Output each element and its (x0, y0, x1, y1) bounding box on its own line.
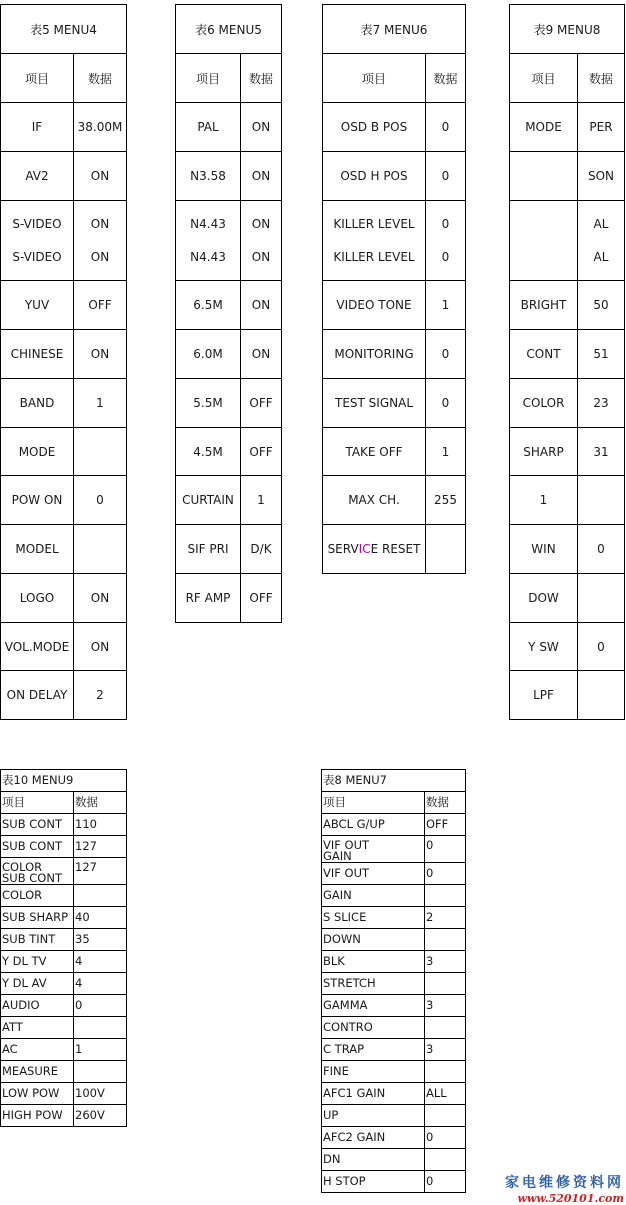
value-cell: 35 (74, 929, 127, 951)
value-cell (74, 1061, 127, 1083)
item-cell: MODE (1, 428, 74, 476)
value-cell (425, 836, 466, 863)
column-header-item: 项目 (323, 54, 426, 103)
item-cell: MONITORING (323, 330, 426, 379)
value-cell: ON (74, 574, 127, 623)
value-cell: OFF (241, 574, 282, 623)
table-row (176, 330, 282, 379)
item-cell: SIF PRI (176, 525, 241, 574)
value-cell: 3 (425, 1039, 466, 1061)
value-line: 0 (441, 216, 450, 231)
table-row (322, 863, 466, 885)
item-cell: BRIGHT (510, 281, 578, 330)
value-cell: OFF (74, 281, 127, 330)
item-cell: 1 (510, 476, 578, 525)
value-cell: 0 (425, 1171, 466, 1193)
item-cell: Y DL AV (1, 973, 74, 995)
item-cell: 6.5M (176, 281, 241, 330)
value-cell: OFF (241, 379, 282, 428)
table-row (322, 1039, 466, 1061)
value-cell (425, 1017, 466, 1039)
value-cell: 255 (426, 476, 466, 525)
table-row (323, 201, 466, 281)
item-cell: SUB CONT (1, 836, 74, 858)
table-row (176, 525, 282, 574)
table-row (1, 995, 127, 1017)
value-cell (74, 428, 127, 476)
table-row (323, 379, 466, 428)
item-cell: DOWN (322, 929, 425, 951)
value-cell: 50 (578, 281, 625, 330)
table-row (322, 1017, 466, 1039)
item-line: N4.43 (190, 249, 226, 264)
table-row (323, 281, 466, 330)
value-cell (425, 1105, 466, 1127)
value-cell: PER (578, 103, 625, 152)
item-cell: S SLICE (322, 907, 425, 929)
value-cell: 1 (426, 428, 466, 476)
table-row (323, 103, 466, 152)
watermark-url: www.520101.com (517, 1192, 624, 1205)
value-line: ON (90, 249, 110, 264)
value-cell: OFF (241, 428, 282, 476)
table-row (323, 330, 466, 379)
item-line: COLOR (2, 860, 43, 874)
value-cell (74, 858, 127, 885)
value-cell: 31 (578, 428, 625, 476)
value-cell: 0 (578, 525, 625, 574)
value-cell: 4 (74, 973, 127, 995)
item-cell: PAL (176, 103, 241, 152)
item-cell (1, 858, 74, 885)
table-row (322, 995, 466, 1017)
value-cell (74, 525, 127, 574)
table-row (322, 973, 466, 995)
item-line: N4.43 (190, 216, 226, 231)
menu6-table (322, 4, 466, 574)
value-cell (425, 1061, 466, 1083)
menu4-table (0, 4, 127, 720)
value-cell (425, 929, 466, 951)
table-row (1, 103, 127, 152)
item-cell: VIF OUT (322, 863, 425, 885)
column-header-item: 项目 (510, 54, 578, 103)
menu5-table (175, 4, 282, 623)
table-row (1, 623, 127, 671)
item-cell: Y SW (510, 623, 578, 671)
item-line: SUB CONT (2, 871, 62, 885)
table-title: 表5 MENU4 (1, 5, 127, 54)
table-row (176, 574, 282, 623)
item-cell: MODEL (1, 525, 74, 574)
item-cell: CURTAIN (176, 476, 241, 525)
item-line: KILLER LEVEL (333, 249, 415, 264)
table-row (510, 671, 625, 720)
item-cell: N3.58 (176, 152, 241, 201)
table-row (1, 379, 127, 428)
item-cell (176, 201, 241, 281)
value-cell: OFF (425, 814, 466, 836)
table-title: 表8 MENU7 (322, 770, 466, 792)
table-row (1, 476, 127, 525)
column-header-data: 数据 (74, 54, 127, 103)
column-header-item: 项目 (322, 792, 425, 814)
item-text: SERV (327, 542, 359, 556)
value-cell: 0 (425, 863, 466, 885)
table-row (323, 152, 466, 201)
item-cell: OSD H POS (323, 152, 426, 201)
value-cell: 3 (425, 951, 466, 973)
value-cell: ON (241, 103, 282, 152)
value-cell: 1 (241, 476, 282, 525)
value-cell: D/K (241, 525, 282, 574)
column-header-item: 项目 (176, 54, 241, 103)
item-cell: COLOR (1, 885, 74, 907)
value-line: 0 (426, 838, 434, 852)
item-cell (510, 201, 578, 281)
item-cell: MODE (510, 103, 578, 152)
value-cell (578, 201, 625, 281)
value-line: ON (90, 216, 110, 231)
column-header-data: 数据 (241, 54, 282, 103)
value-cell (425, 1149, 466, 1171)
table-row (176, 379, 282, 428)
table-row (510, 428, 625, 476)
table-row (176, 201, 282, 281)
item-cell: Y DL TV (1, 951, 74, 973)
table-row (1, 428, 127, 476)
menu9-table (0, 769, 127, 1127)
item-cell: TEST SIGNAL (323, 379, 426, 428)
item-cell: LOGO (1, 574, 74, 623)
table-row (510, 330, 625, 379)
site-watermark (494, 1172, 624, 1205)
table-row (322, 1127, 466, 1149)
value-cell: 127 (74, 836, 127, 858)
table-title: 表6 MENU5 (176, 5, 282, 54)
item-cell: BLK (322, 951, 425, 973)
item-cell: COLOR (510, 379, 578, 428)
value-cell: 100V (74, 1083, 127, 1105)
item-cell: IF (1, 103, 74, 152)
table-row (322, 929, 466, 951)
value-cell (578, 574, 625, 623)
table-title: 表7 MENU6 (323, 5, 466, 54)
value-cell (425, 973, 466, 995)
item-cell: DN (322, 1149, 425, 1171)
value-cell: ON (241, 330, 282, 379)
item-line: S-VIDEO (12, 216, 62, 231)
item-cell: VIDEO TONE (323, 281, 426, 330)
table-row (1, 951, 127, 973)
item-cell: 5.5M (176, 379, 241, 428)
value-line: 0 (441, 249, 450, 264)
value-line: 127 (75, 860, 97, 874)
value-cell (578, 671, 625, 720)
item-cell: AFC1 GAIN (322, 1083, 425, 1105)
item-cell: AV2 (1, 152, 74, 201)
table-row (1, 907, 127, 929)
highlighted-text: IC (358, 542, 371, 556)
value-cell: 0 (426, 103, 466, 152)
item-cell: FINE (322, 1061, 425, 1083)
item-cell: BAND (1, 379, 74, 428)
table-row (1, 574, 127, 623)
table-row (1, 885, 127, 907)
value-cell: 23 (578, 379, 625, 428)
value-cell: 0 (425, 1127, 466, 1149)
table-row (322, 814, 466, 836)
value-cell: ON (241, 281, 282, 330)
table-row (322, 1105, 466, 1127)
table-row (176, 476, 282, 525)
column-header-data: 数据 (425, 792, 466, 814)
table-row (510, 379, 625, 428)
item-cell: OSD B POS (323, 103, 426, 152)
table-row (1, 281, 127, 330)
table-row (322, 836, 466, 863)
table-row (1, 836, 127, 858)
item-cell: VOL.MODE (1, 623, 74, 671)
value-cell: 40 (74, 907, 127, 929)
table-row (322, 1083, 466, 1105)
table-row (510, 623, 625, 671)
item-cell: GAIN (322, 885, 425, 907)
item-cell (1, 201, 74, 281)
value-cell: 51 (578, 330, 625, 379)
table-row (1, 152, 127, 201)
table-row (1, 858, 127, 885)
item-cell: STRETCH (322, 973, 425, 995)
table-row (176, 428, 282, 476)
table-row (323, 525, 466, 574)
item-cell: AC (1, 1039, 74, 1061)
value-cell: ON (74, 152, 127, 201)
item-cell: AUDIO (1, 995, 74, 1017)
value-cell (74, 201, 127, 281)
item-line: VIF OUT (323, 838, 370, 852)
table-row (510, 103, 625, 152)
table-row (510, 152, 625, 201)
item-cell: ATT (1, 1017, 74, 1039)
value-cell: 0 (74, 995, 127, 1017)
item-cell: 4.5M (176, 428, 241, 476)
item-cell: SUB CONT (1, 814, 74, 836)
item-cell: SHARP (510, 428, 578, 476)
value-cell (74, 1017, 127, 1039)
item-cell: H STOP (322, 1171, 425, 1193)
item-cell: CONTRO (322, 1017, 425, 1039)
item-cell: ABCL G/UP (322, 814, 425, 836)
table-row (1, 1061, 127, 1083)
value-line: AL (593, 249, 609, 264)
item-cell: DOW (510, 574, 578, 623)
value-cell: 0 (426, 330, 466, 379)
value-cell: ALL (425, 1083, 466, 1105)
item-cell: LPF (510, 671, 578, 720)
item-cell: GAMMA (322, 995, 425, 1017)
item-cell: SUB TINT (1, 929, 74, 951)
item-cell: TAKE OFF (323, 428, 426, 476)
item-cell: LOW POW (1, 1083, 74, 1105)
item-cell: HIGH POW (1, 1105, 74, 1127)
table-row (1, 929, 127, 951)
value-line: ON (251, 249, 271, 264)
table-row (1, 973, 127, 995)
item-cell (510, 152, 578, 201)
item-cell: POW ON (1, 476, 74, 525)
table-row (176, 152, 282, 201)
item-cell: MEASURE (1, 1061, 74, 1083)
table-row (1, 1017, 127, 1039)
value-cell: 0 (578, 623, 625, 671)
value-cell: 0 (426, 379, 466, 428)
item-cell: CONT (510, 330, 578, 379)
value-cell (426, 201, 466, 281)
table-row (510, 201, 625, 281)
table-row (1, 671, 127, 720)
table-row (322, 951, 466, 973)
table-row (1, 1039, 127, 1061)
table-row (1, 330, 127, 379)
column-header-item: 项目 (1, 792, 74, 814)
item-cell: MAX CH. (323, 476, 426, 525)
table-row (510, 281, 625, 330)
value-cell: 2 (74, 671, 127, 720)
item-cell: SUB SHARP (1, 907, 74, 929)
item-cell: CHINESE (1, 330, 74, 379)
item-line: KILLER LEVEL (333, 216, 415, 231)
value-cell: ON (241, 152, 282, 201)
item-cell: C TRAP (322, 1039, 425, 1061)
value-cell (578, 476, 625, 525)
item-line: S-VIDEO (12, 249, 62, 264)
table-row (322, 907, 466, 929)
item-cell (323, 201, 426, 281)
value-cell: ON (74, 330, 127, 379)
table-row (176, 281, 282, 330)
item-cell: 6.0M (176, 330, 241, 379)
item-cell (322, 836, 425, 863)
menu7-table (321, 769, 466, 1193)
item-cell: ON DELAY (1, 671, 74, 720)
table-row (322, 1171, 466, 1193)
value-cell: 110 (74, 814, 127, 836)
table-row (1, 1083, 127, 1105)
value-cell: SON (578, 152, 625, 201)
table-row (322, 1149, 466, 1171)
value-cell: 38.00M (74, 103, 127, 152)
value-line: AL (593, 216, 609, 231)
table-title: 表10 MENU9 (1, 770, 127, 792)
value-cell: 1 (426, 281, 466, 330)
value-cell: 3 (425, 995, 466, 1017)
menu8-table (509, 4, 625, 720)
value-line: ON (251, 216, 271, 231)
item-cell: RF AMP (176, 574, 241, 623)
table-row (1, 201, 127, 281)
value-cell: 2 (425, 907, 466, 929)
table-row (510, 574, 625, 623)
value-cell: 0 (426, 152, 466, 201)
item-text: E RESET (370, 542, 421, 556)
item-cell: AFC2 GAIN (322, 1127, 425, 1149)
table-row (510, 525, 625, 574)
column-header-data: 数据 (578, 54, 625, 103)
table-row (322, 1061, 466, 1083)
table-row (1, 814, 127, 836)
value-cell: 260V (74, 1105, 127, 1127)
value-cell (74, 885, 127, 907)
table-row (323, 428, 466, 476)
item-cell: YUV (1, 281, 74, 330)
value-cell (241, 201, 282, 281)
watermark-title: 家电维修资料网 (505, 1175, 624, 1191)
column-header-data: 数据 (74, 792, 127, 814)
table-title: 表9 MENU8 (510, 5, 625, 54)
value-cell (425, 885, 466, 907)
column-header-data: 数据 (426, 54, 466, 103)
item-line: GAIN (323, 849, 352, 863)
value-cell: 4 (74, 951, 127, 973)
item-cell (323, 525, 426, 574)
item-cell: WIN (510, 525, 578, 574)
table-row (176, 103, 282, 152)
column-header-item: 项目 (1, 54, 74, 103)
value-cell: 1 (74, 379, 127, 428)
item-cell: UP (322, 1105, 425, 1127)
table-row (1, 1105, 127, 1127)
table-row (510, 476, 625, 525)
value-cell: ON (74, 623, 127, 671)
value-cell: 1 (74, 1039, 127, 1061)
value-cell: 0 (74, 476, 127, 525)
value-cell (426, 525, 466, 574)
table-row (1, 525, 127, 574)
table-row (322, 885, 466, 907)
table-row (323, 476, 466, 525)
